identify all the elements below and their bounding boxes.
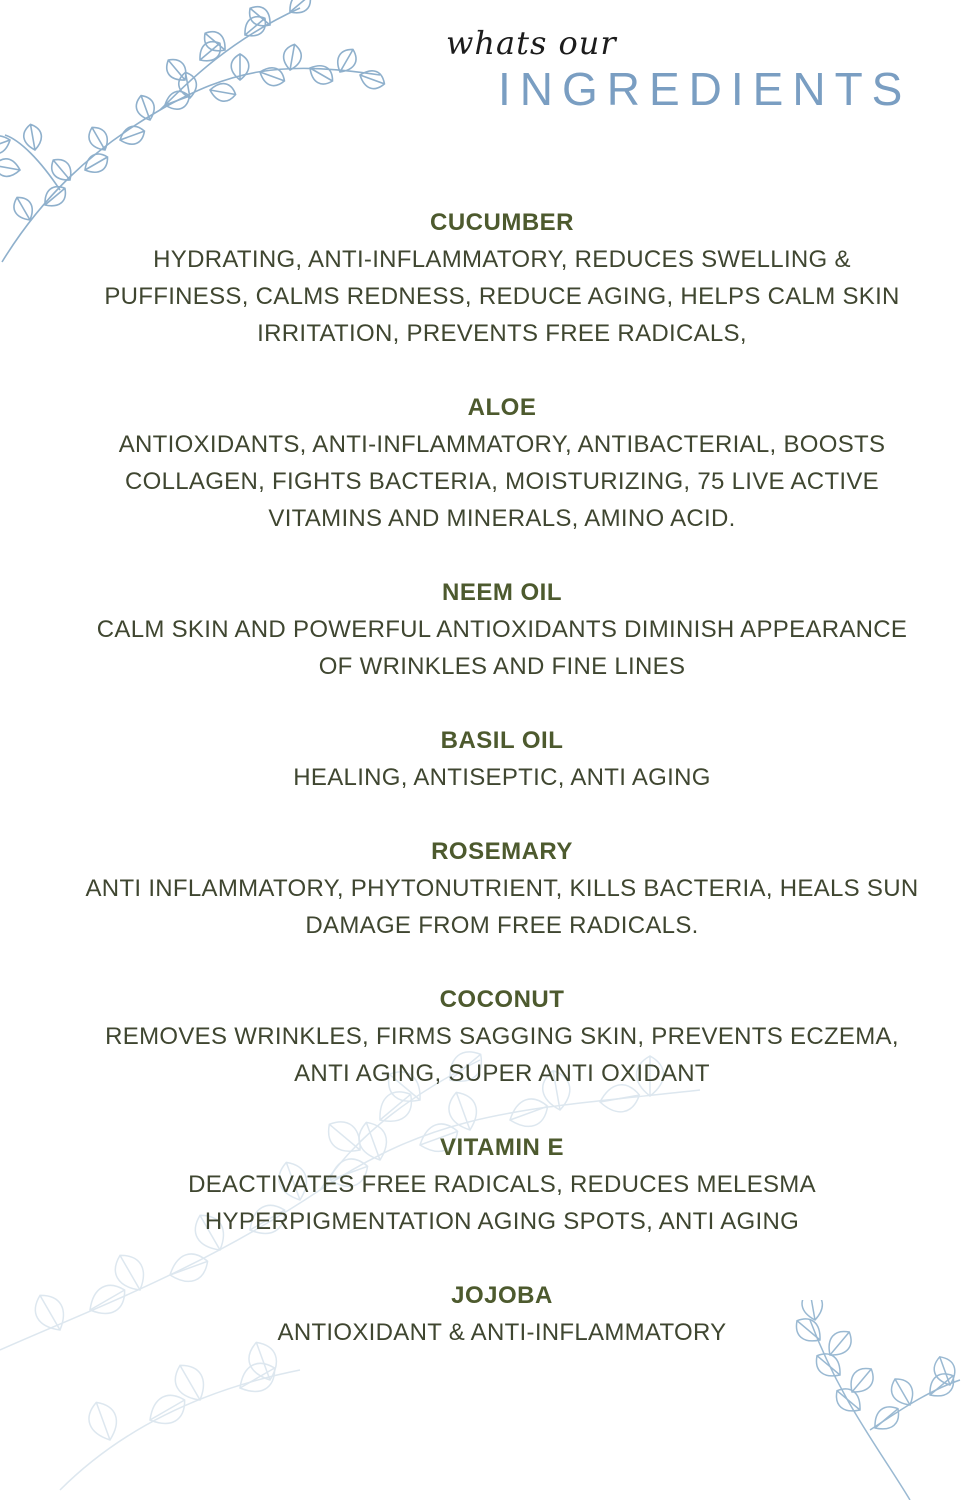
ingredient-item (80, 575, 924, 685)
ingredient-description: REMOVES WRINKLES, FIRMS SAGGING SKIN, PREVENTS ECZEMA, ANTI AGING, SUPER ANTI OXIDANT (105, 1023, 899, 1087)
leaf-icon (199, 27, 230, 57)
leaf-icon (9, 193, 37, 224)
ingredient-item (80, 834, 924, 944)
ingredient-description: HYDRATING, ANTI-INFLAMMATORY, REDUCES SWELLING & PUFFINESS, CALMS REDNESS, REDUCE AGING, HELPS CALM SKIN IRRITATION, PREVENTS FREE RADICALS, (104, 246, 900, 347)
leaf-icon (233, 1356, 281, 1399)
leaf-icon (0, 132, 13, 157)
ingredient-item (80, 723, 924, 796)
ingredient-item (80, 390, 924, 537)
leaf-icon (868, 1401, 904, 1436)
ingredient-description: HEALING, ANTISEPTIC, ANTI AGING (293, 764, 711, 791)
leaf-icon (84, 123, 112, 154)
leaf-icon (281, 43, 303, 72)
leaf-icon (357, 67, 387, 92)
ingredient-name: COCONUT (439, 986, 565, 1013)
leaf-icon (168, 1359, 211, 1407)
ingredient-description: ANTIOXIDANT & ANTI-INFLAMMATORY (277, 1319, 727, 1346)
leaf-icon (0, 157, 22, 179)
leaf-icon (208, 81, 237, 103)
leaf-icon (162, 54, 192, 85)
leaf-icon (231, 54, 249, 80)
ingredient-item (80, 982, 924, 1092)
leaf-icon (244, 2, 275, 32)
ingredient-item (80, 205, 924, 352)
ingredient-name: BASIL OIL (440, 727, 564, 754)
leaf-icon (117, 123, 147, 148)
leaf-icon (923, 1368, 959, 1403)
leaf-icon (84, 1398, 123, 1445)
page-header (440, 18, 940, 118)
ingredient-name: ROSEMARY (431, 838, 573, 865)
ingredient-description: CALM SKIN AND POWERFUL ANTIOXIDANTS DIMINISH APPEARANCE OF WRINKLES AND FINE LINES (96, 616, 908, 680)
ingredient-list (80, 205, 924, 1351)
ingredient-item (80, 1130, 924, 1240)
ingredient-name: NEEM OIL (441, 579, 562, 606)
leaf-icon (831, 1383, 867, 1418)
leaf-icon (143, 1388, 191, 1431)
ingredient-item (80, 1278, 924, 1351)
leaf-icon (22, 123, 44, 152)
leaf-icon (133, 93, 158, 123)
leaf-icon (811, 1348, 847, 1383)
leaf-icon (194, 37, 225, 67)
ingredient-name: CUCUMBER (430, 209, 574, 236)
ingredient-name: ALOE (467, 394, 537, 421)
leaf-icon (886, 1374, 919, 1410)
leaf-icon (39, 182, 70, 212)
leaf-icon (332, 45, 360, 76)
leaf-icon (930, 1353, 959, 1388)
leaf-icon (81, 149, 112, 177)
leaf-icon (28, 1289, 71, 1337)
page-title: INGREDIENTS (498, 63, 912, 115)
ingredient-description: ANTIOXIDANTS, ANTI-INFLAMMATORY, ANTIBACTERIAL, BOOSTS COLLAGEN, FIGHTS BACTERIA, MOISTURIZING, 75 LIVE ACTIVE VITAMINS AND MINERALS, AMINO ACID. (118, 431, 886, 532)
ingredient-name: JOJOBA (451, 1282, 553, 1309)
ingredient-name: VITAMIN E (439, 1134, 565, 1161)
leaf-icon (47, 154, 77, 185)
leaf-icon (177, 71, 199, 100)
leaf-icon (284, 0, 315, 19)
leaf-icon (306, 60, 337, 88)
ingredient-description: DEACTIVATES FREE RADICALS, REDUCES MELESMA HYPERPIGMENTATION AGING SPOTS, ANTI AGING (188, 1171, 816, 1235)
script-heading: whats our (446, 24, 617, 62)
ingredient-description: ANTI INFLAMMATORY, PHYTONUTRIENT, KILLS BACTERIA, HEALS SUN DAMAGE FROM FREE RADICALS. (85, 875, 919, 939)
leaf-icon (844, 1363, 879, 1399)
leaf-icon (162, 88, 192, 113)
leaf-icon (239, 12, 270, 42)
leaf-icon (257, 64, 287, 89)
